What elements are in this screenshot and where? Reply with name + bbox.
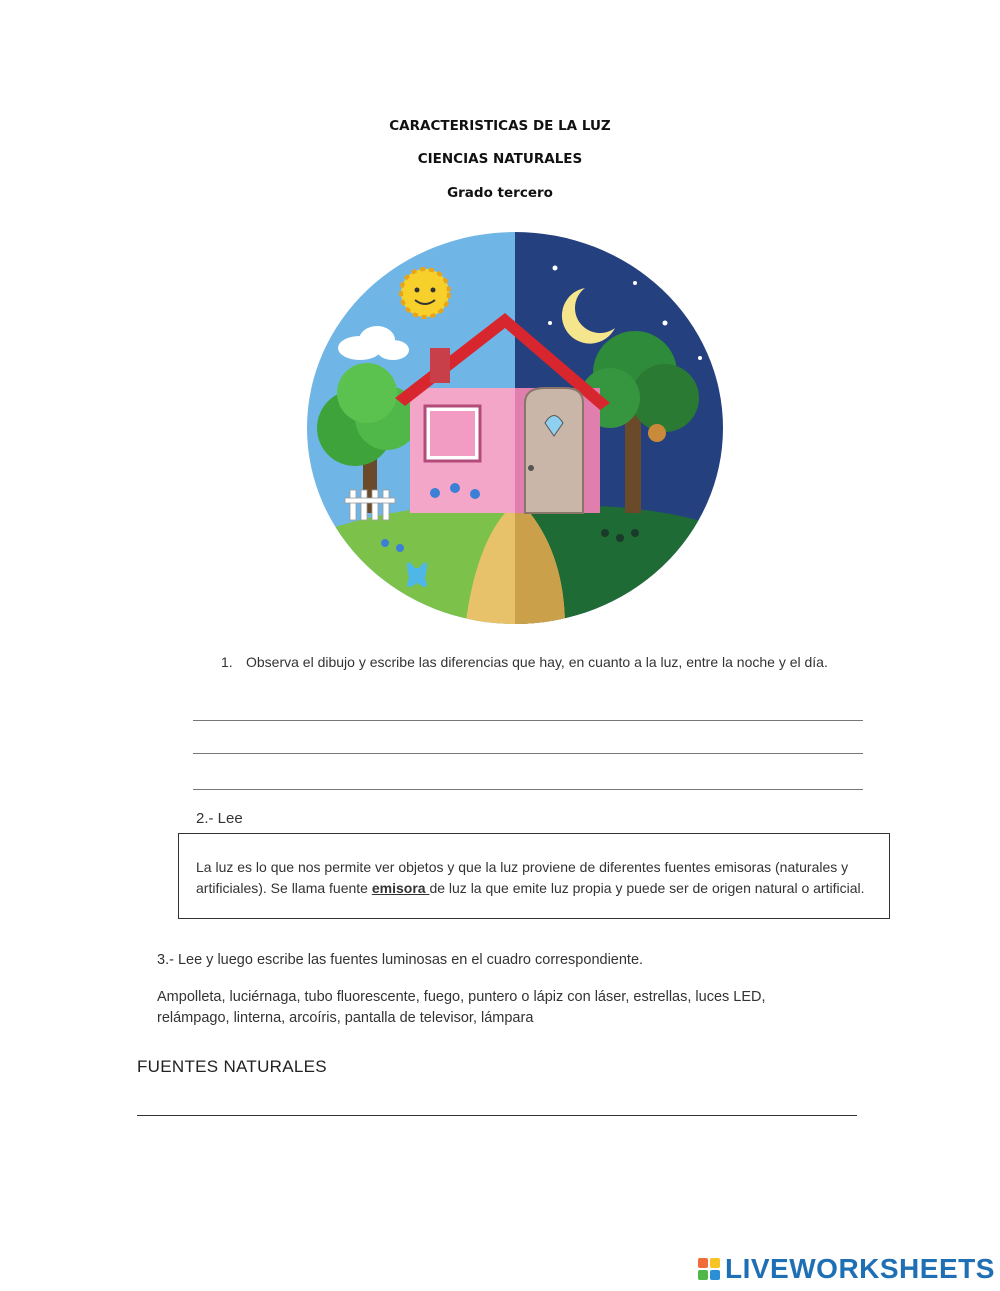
- worksheet-grade: Grado tercero: [447, 185, 553, 201]
- answer-line-1[interactable]: [193, 720, 863, 721]
- reading-text: [196, 857, 876, 899]
- answer-line-3[interactable]: [193, 789, 863, 790]
- natural-sources-answer-line[interactable]: [137, 1115, 857, 1116]
- brand-logo-icon: [698, 1258, 720, 1280]
- brand-logo-square: [698, 1270, 708, 1280]
- worksheet-subject: CIENCIAS NATURALES: [417, 151, 583, 167]
- brand-logo-square: [698, 1258, 708, 1268]
- liveworksheets-brand: [698, 1253, 995, 1285]
- brand-logo-square: [710, 1270, 720, 1280]
- reading-text-start: La luz es lo que nos permite ver objetos y que la luz proviene de diferentes fuentes emisoras (naturales y artificiales). Se llama fuente: [196, 859, 849, 896]
- reading-text-emphasis: emisora: [371, 880, 430, 896]
- light-sources-word-list: Ampolleta, luciérnaga, tubo fluorescente, fuego, puntero o lápiz con láser, estrellas, luces LED, relámpago, linterna, arcoíris, pantalla de televisor, lámpara: [157, 989, 766, 1026]
- brand-logo-square: [710, 1258, 720, 1268]
- worksheet-title: CARACTERISTICAS DE LA LUZ: [389, 118, 611, 134]
- question-1-number: 1.: [221, 654, 233, 670]
- question-3-instruction: 3.- Lee y luego escribe las fuentes luminosas en el cuadro correspondiente.: [157, 952, 644, 968]
- day-night-house-illustration: [305, 228, 725, 628]
- reading-text-end: de luz la que emite luz propia y puede ser de origen natural o artificial.: [429, 880, 865, 896]
- question-1-text: Observa el dibujo y escribe las diferencias que hay, en cuanto a la luz, entre la noche y el día.: [246, 654, 828, 670]
- answer-line-2[interactable]: [193, 753, 863, 754]
- natural-sources-heading: FUENTES NATURALES: [137, 1057, 327, 1076]
- question-2-label: 2.- Lee: [196, 810, 243, 827]
- brand-name: LIVEWORKSHEETS: [725, 1253, 995, 1284]
